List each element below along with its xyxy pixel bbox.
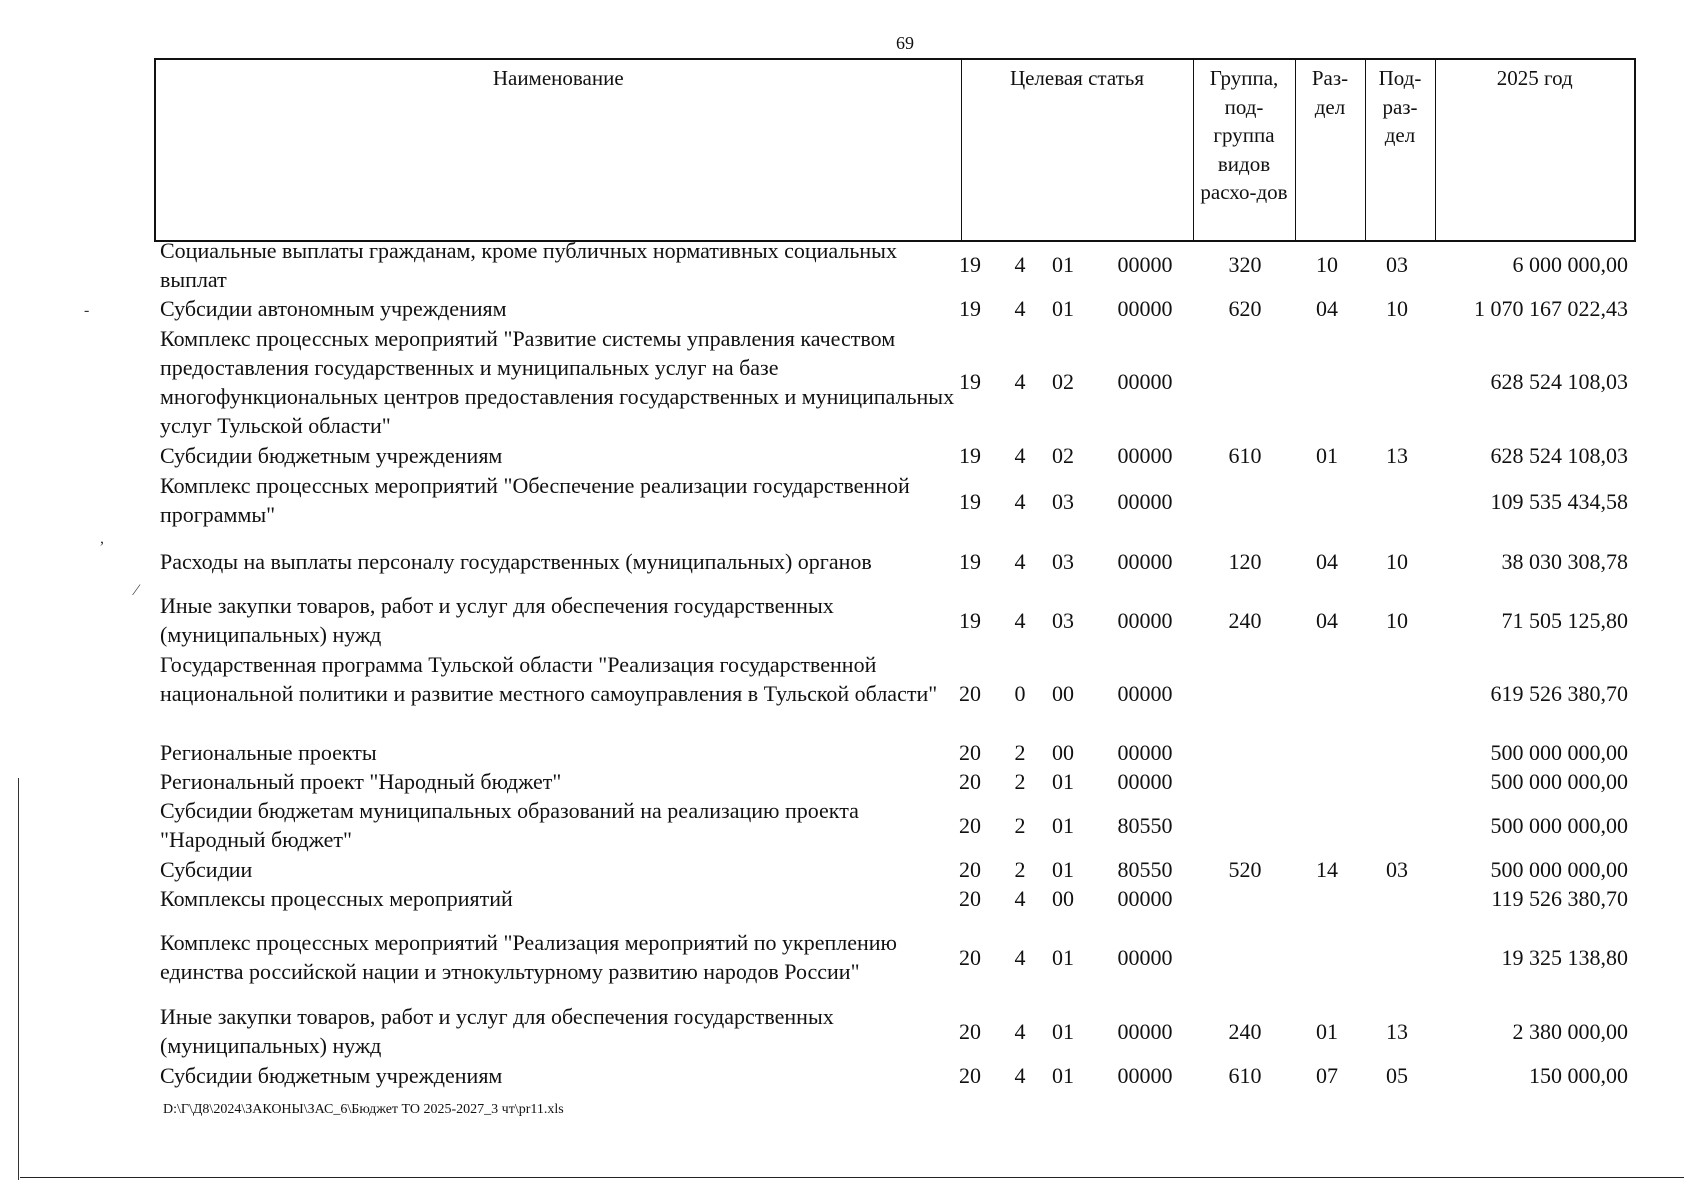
table-header [154,58,1636,242]
row-code-b: 2 [1014,740,1026,765]
scan-bottom-line [20,1177,1684,1178]
row-group: 610 [1228,443,1262,468]
row-amount: 6 000 000,00 [1512,252,1628,277]
row-code-a: 20 [959,813,981,838]
row-code-b: 4 [1014,945,1026,970]
row-name: Комплекс процессных мероприятий "Реализация мероприятий по укреплению единства российской нации и этнокультурному развитию народов России" [160,930,897,984]
row-group: 120 [1228,549,1262,574]
row-amount: 1 070 167 022,43 [1474,296,1628,321]
row-section: 04 [1316,608,1338,633]
row-code-a: 19 [959,489,981,514]
row-code-b: 4 [1014,443,1026,468]
row-subsection: 03 [1386,252,1408,277]
page-number: 69 [896,33,914,53]
row-code-c: 03 [1052,489,1074,514]
row-code-c: 01 [1052,1063,1074,1088]
row-subsection: 10 [1386,296,1408,321]
row-code-a: 19 [959,443,981,468]
row-code-d: 00000 [1117,1063,1173,1088]
header-target-article: Целевая статья [961,59,1193,241]
row-code-c: 00 [1052,681,1074,706]
row-amount: 500 000 000,00 [1490,857,1628,882]
row-code-d: 00000 [1117,252,1173,277]
row-code-d: 00000 [1117,945,1173,970]
row-code-a: 20 [959,1019,981,1044]
header-section: Раз-дел [1295,59,1365,241]
row-code-a: 19 [959,608,981,633]
row-section: 14 [1316,857,1338,882]
row-name: Субсидии бюджетным учреждениям [160,1063,503,1088]
header-year: 2025 год [1435,59,1635,241]
row-code-a: 19 [959,369,981,394]
row-code-b: 2 [1014,769,1026,794]
row-group: 620 [1228,296,1262,321]
row-subsection: 13 [1386,1019,1408,1044]
row-amount: 2 380 000,00 [1512,1019,1628,1044]
row-code-c: 00 [1052,886,1074,911]
row-group: 240 [1228,608,1262,633]
row-code-d: 00000 [1117,549,1173,574]
row-code-d: 80550 [1117,813,1173,838]
row-code-d: 00000 [1117,1019,1173,1044]
row-code-c: 00 [1052,740,1074,765]
row-code-c: 02 [1052,443,1074,468]
row-code-d: 00000 [1117,489,1173,514]
row-code-b: 2 [1014,813,1026,838]
row-code-d: 80550 [1117,857,1173,882]
row-name: Иные закупки товаров, работ и услуг для обеспечения государственных (муниципальных) нужд [160,1004,834,1058]
row-amount: 500 000 000,00 [1490,769,1628,794]
row-code-a: 19 [959,296,981,321]
row-code-c: 02 [1052,369,1074,394]
row-amount: 500 000 000,00 [1490,813,1628,838]
row-code-a: 20 [959,769,981,794]
row-section: 04 [1316,296,1338,321]
header-name: Наименование [155,59,961,241]
row-code-b: 4 [1014,369,1026,394]
row-code-c: 01 [1052,296,1074,321]
row-code-a: 20 [959,1063,981,1088]
row-name: Региональный проект "Народный бюджет" [160,769,562,794]
row-name: Комплексы процессных мероприятий [160,886,513,911]
row-name: Расходы на выплаты персоналу государственных (муниципальных) органов [160,549,872,574]
scan-margin-line [18,778,19,1180]
row-subsection: 10 [1386,549,1408,574]
row-amount: 71 505 125,80 [1501,608,1628,633]
row-code-c: 01 [1052,252,1074,277]
row-section: 07 [1316,1063,1338,1088]
row-code-d: 00000 [1117,769,1173,794]
row-code-d: 00000 [1117,296,1173,321]
row-amount: 119 526 380,70 [1491,886,1628,911]
row-amount: 38 030 308,78 [1501,549,1628,574]
row-amount: 619 526 380,70 [1490,681,1628,706]
row-name: Иные закупки товаров, работ и услуг для обеспечения государственных (муниципальных) нужд [160,593,834,647]
row-code-c: 01 [1052,857,1074,882]
row-amount: 628 524 108,03 [1490,443,1628,468]
row-code-b: 4 [1014,489,1026,514]
row-name: Комплекс процессных мероприятий "Развитие системы управления качеством предоставления государственных и муниципальных услуг на базе многофункциональных центров предоставления государственных и муниципальных услуг Тульской области" [160,326,955,438]
row-code-c: 01 [1052,769,1074,794]
header-group: Группа, под-группа видов расхо-дов [1193,59,1295,241]
scan-speck: , [100,530,104,547]
row-code-a: 20 [959,681,981,706]
row-code-d: 00000 [1117,443,1173,468]
row-group: 520 [1228,857,1262,882]
row-code-b: 2 [1014,857,1026,882]
row-code-a: 19 [959,252,981,277]
row-code-c: 01 [1052,945,1074,970]
row-subsection: 10 [1386,608,1408,633]
row-code-b: 4 [1014,296,1026,321]
row-amount: 109 535 434,58 [1490,489,1628,514]
row-amount: 628 524 108,03 [1490,369,1628,394]
row-code-a: 20 [959,857,981,882]
row-group: 320 [1228,252,1262,277]
row-name: Субсидии [160,857,253,882]
row-code-b: 0 [1014,681,1026,706]
scan-speck: - [84,302,90,319]
row-code-d: 00000 [1117,681,1173,706]
row-code-d: 00000 [1117,608,1173,633]
row-code-b: 4 [1014,549,1026,574]
row-group: 610 [1228,1063,1262,1088]
row-code-c: 01 [1052,813,1074,838]
row-code-d: 00000 [1117,886,1173,911]
row-code-c: 01 [1052,1019,1074,1044]
row-code-b: 4 [1014,252,1026,277]
row-name: Субсидии бюджетным учреждениям [160,443,503,468]
row-code-c: 03 [1052,608,1074,633]
scan-speck: ⁄ [135,582,138,599]
file-path: D:\Г\Д8\2024\ЗАКОНЫ\ЗАС_6\Бюджет ТО 2025-2027_3 чт\pr11.xls [163,1102,564,1117]
row-code-a: 19 [959,549,981,574]
row-amount: 150 000,00 [1529,1063,1628,1088]
row-group: 240 [1228,1019,1262,1044]
row-amount: 500 000 000,00 [1490,740,1628,765]
row-code-a: 20 [959,945,981,970]
row-code-b: 4 [1014,608,1026,633]
row-name: Комплекс процессных мероприятий "Обеспечение реализации государственной программы" [160,473,910,527]
row-code-a: 20 [959,886,981,911]
header-subsection: Под-раз-дел [1365,59,1435,241]
row-section: 10 [1316,252,1338,277]
row-code-b: 4 [1014,1063,1026,1088]
row-code-a: 20 [959,740,981,765]
row-subsection: 03 [1386,857,1408,882]
row-subsection: 13 [1386,443,1408,468]
row-section: 01 [1316,1019,1338,1044]
row-code-b: 4 [1014,886,1026,911]
row-amount: 19 325 138,80 [1501,945,1628,970]
row-code-d: 00000 [1117,740,1173,765]
row-name: Государственная программа Тульской области "Реализация государственной национальной политики и развитие местного самоуправления в Тульской области" [160,652,938,706]
row-name: Субсидии автономным учреждениям [160,296,507,321]
row-code-d: 00000 [1117,369,1173,394]
row-subsection: 05 [1386,1063,1408,1088]
row-code-c: 03 [1052,549,1074,574]
row-name: Региональные проекты [160,740,377,765]
row-name: Социальные выплаты гражданам, кроме публичных нормативных социальных выплат [160,238,897,292]
row-name: Субсидии бюджетам муниципальных образований на реализацию проекта "Народный бюджет" [160,798,859,852]
row-code-b: 4 [1014,1019,1026,1044]
row-section: 01 [1316,443,1338,468]
row-section: 04 [1316,549,1338,574]
